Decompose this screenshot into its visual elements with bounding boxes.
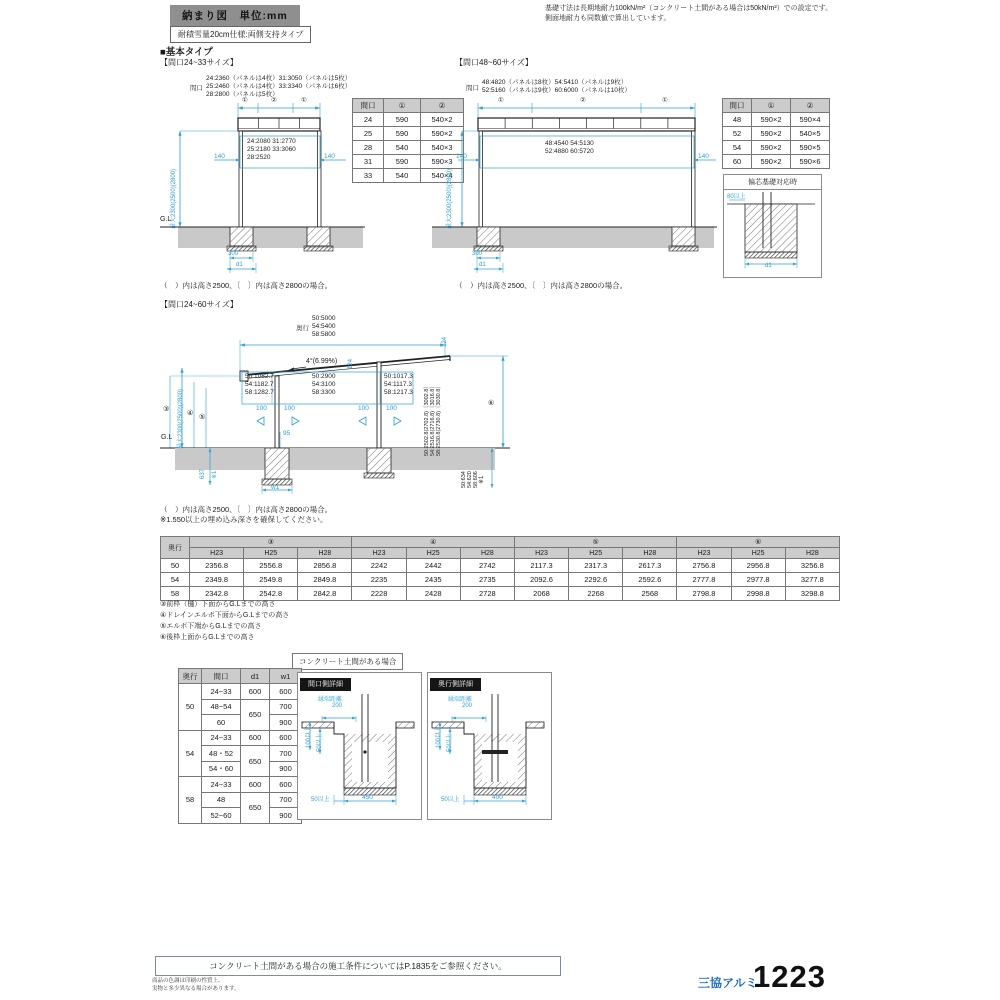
rear-dims: 50:1017.3 54:1117.3 58:1217.3 xyxy=(384,373,413,397)
dim-95: 95 xyxy=(283,430,291,437)
table-row: 54・60 900 xyxy=(179,761,302,777)
eccentric-title: 偏芯基礎対応時 xyxy=(724,175,821,190)
dim-100-min: 100以上 xyxy=(436,725,442,748)
dim-width: 400 xyxy=(492,794,503,801)
table-row: 50 2356.8 2556.8 2856.8 2242 2442 2742 2117.3 2317.3 2617.3 2756.8 2956.8 3256.8 xyxy=(161,559,840,573)
gl-label: G.L xyxy=(160,216,172,223)
page-number: 1223 xyxy=(753,959,826,994)
segment-label: ① xyxy=(242,97,248,104)
table-row: 25 590 590×2 xyxy=(353,127,464,141)
table-row: 31 590 590×3 xyxy=(353,155,464,169)
edge-distance-label: 縁端距離 xyxy=(448,697,473,703)
span-lines: 24:2360（パネルは4枚）31:3050（パネルは5枚） 25:2460（パネルは4枚）33:3340（パネルは6枚） 28:2800（パネルは5枚） xyxy=(206,75,352,99)
section-title-basic: ■基本タイプ xyxy=(160,47,213,58)
dim-300: 300 xyxy=(472,251,483,257)
dim-200: 200 xyxy=(332,703,343,709)
depth-lines: 50:5000 54:5400 58:5800 xyxy=(312,315,336,339)
drawing-b-span-dims xyxy=(466,79,631,95)
page-header-badge: 納まり図 単位:mm xyxy=(170,5,300,26)
bottom-note-box: コンクリート土間がある場合の施工条件についてはP.1835をご参照ください。 xyxy=(155,956,561,976)
dim-300: 300 xyxy=(228,251,239,257)
drawing-c-title: 【間口24~60サイズ】 xyxy=(160,300,238,309)
span-label: 間口 xyxy=(190,84,203,92)
drawing-a-title: 【間口24~33サイズ】 xyxy=(160,58,238,67)
gl-label: G.L xyxy=(161,434,173,441)
depth-label: 奥行 xyxy=(296,324,309,332)
dim-124-mid: 124 xyxy=(348,358,354,369)
eccentric-foundation-drawing xyxy=(723,190,820,274)
table-row: 33 540 540×4 xyxy=(353,169,464,183)
panel-table-b: 間口 ① ② 48 590×2 590×4 52 590×2 540×5 54 590×2 590×5 60 590×2 590×6 xyxy=(722,98,830,169)
segment-label: ② xyxy=(580,97,586,104)
table-row: 60 590×2 590×6 xyxy=(723,155,830,169)
height-dim-label: 最大2300(2500)(2800) xyxy=(178,388,184,449)
segment-label: ① xyxy=(301,97,307,104)
top-note xyxy=(545,4,832,24)
brand-logo: 三協アルミ xyxy=(698,976,758,990)
table-row: 28 540 540×3 xyxy=(353,141,464,155)
segment-label: ① xyxy=(662,97,668,104)
dim-124-rear: 124 xyxy=(442,336,448,347)
table-row: 24 590 540×2 xyxy=(353,113,464,127)
embed-depth-dims: 50:634 54:620 58:606 xyxy=(461,471,480,488)
rear-height-dims: 50:2502.8(2702.8)〔3002.8〕 54:2516.8(2716.8)〔3016.8〕 58:2530.8(2730.8)〔3030.8〕 xyxy=(424,383,443,456)
table-row: 54 24~33 600 600 xyxy=(179,730,302,746)
dim-100-min: 100以上 xyxy=(306,725,312,748)
table-row: 58 2342.8 2542.8 2842.8 2228 2428 2728 2068 2268 2568 2798.8 2998.8 3298.8 xyxy=(161,587,840,601)
marker-3: ③ xyxy=(163,406,170,413)
drawing-b-note: （ ）内は高さ2500、〔 〕内は高さ2800の場合。 xyxy=(455,281,628,290)
drawing-a-span-dims xyxy=(190,75,351,99)
drawing-b-title: 【間口48~60サイズ】 xyxy=(455,58,533,67)
detail-title: 間口側詳細 xyxy=(300,678,351,691)
table-row: 52~60 900 xyxy=(179,808,302,824)
table-row: 60 900 xyxy=(179,715,302,731)
dim-100: 100 xyxy=(256,405,267,412)
table-row: 48・52 650 700 xyxy=(179,746,302,762)
segment-label: ② xyxy=(271,97,277,104)
dim-d1: d1 xyxy=(479,262,486,268)
dim-637: 637 xyxy=(200,468,206,479)
slope-label: 4°(6.99%) xyxy=(306,358,338,365)
height-dim-label: 最大2300(2500)(2800) xyxy=(171,168,177,229)
edge-distance-label: 縁端距離 xyxy=(318,697,343,703)
table-row: 54 2349.8 2549.8 2849.8 2235 2435 2735 2092.6 2292.6 2592.6 2777.8 2977.8 3277.8 xyxy=(161,573,840,587)
span-label: 間口 xyxy=(466,84,479,92)
dim-80: 80以上 xyxy=(727,194,746,200)
dim-w1: w1 xyxy=(271,484,280,491)
marker-5: ⑤ xyxy=(199,414,206,421)
dim-100: 100 xyxy=(386,405,397,412)
dim-50-min-v: 50以上 xyxy=(447,733,453,752)
ref-mark: ※1 xyxy=(479,475,485,484)
dim-width: 450 xyxy=(362,794,373,801)
marker-6: ⑥ xyxy=(488,400,495,407)
mid-dims: 50:2900 54:3100 58:3300 xyxy=(312,373,336,397)
marker-4: ④ xyxy=(187,410,194,417)
ref-mark: ※1 xyxy=(212,470,218,479)
dim-100: 100 xyxy=(284,405,295,412)
dim-d1: d1 xyxy=(765,263,772,269)
height-dim-label: 最大2300(2500)(2800) xyxy=(447,168,453,229)
table-row: 50 24~33 600 600 xyxy=(179,684,302,700)
dim-50-min-b: 50以上 xyxy=(311,797,330,803)
table-row: 48~54 650 700 xyxy=(179,699,302,715)
table-footnotes: ③前枠（樋）下面からG.Lまでの高さ ④ドレインエルボ下面からG.Lまでの高さ ⑤エルボ下端からG.Lまでの高さ ⑥後枠上面からG.Lまでの高さ xyxy=(160,601,290,641)
dim-140-right: 140 xyxy=(698,153,709,160)
foundation-size-table: 奥行 間口 d1 w1 50 24~33 600 600 48~54 650 700 60 900 54 24~33 600 600 48・52 650 700 54・60 900 58 24~33 600 600 48 650 700 52~60 900 xyxy=(178,668,302,824)
dim-140-right: 140 xyxy=(324,153,335,160)
dim-50-min-b: 50以上 xyxy=(441,797,460,803)
drawing-a-inner-dims: 24:2080 31:2770 25:2180 33:3060 28:2520 xyxy=(247,138,296,162)
spec-badge: 耐積雪量20cm仕様:両側支持タイプ xyxy=(170,26,311,43)
dim-140-left: 140 xyxy=(214,153,225,160)
dim-100: 100 xyxy=(358,405,369,412)
dim-50-min-v: 50以上 xyxy=(317,733,323,752)
span-lines: 48:4820（パネルは8枚）54:5410（パネルは9枚） 52:5160（パネルは9枚）60:6000（パネルは10枚） xyxy=(482,79,631,95)
table-row: 54 590×2 590×5 xyxy=(723,141,830,155)
panel-table-a: 間口 ① ② 24 590 540×2 25 590 590×2 28 540 540×3 31 590 590×3 33 540 540×4 xyxy=(352,98,464,183)
detail-title: 奥行側詳細 xyxy=(430,678,481,691)
height-dimension-table: 奥行 ③ ④ ⑤ ⑥ H23 H25 H28 H23 H25 H28 H23 H25 H28 H23 H25 H28 50 2356.8 2556.8 2856.8 2242 2442 2742 2117.3 2317.3 2617.3 2756.8 2956.8 3256.8 54 2349.8 2549.8 2849.8 2235 2435 2735 2092.6 2292.6 2592.6 2777.8 2977.8 3277.8 58 2342.8 2542.8 2842.8 2228 2428 2728 2068 2268 2568 2798.8 2998.8 3298.8 xyxy=(160,536,840,601)
dim-d1: d1 xyxy=(236,262,243,268)
drawing-b-inner-dims: 48:4540 54:5130 52:4880 60:5720 xyxy=(545,140,594,156)
front-view-drawing-b xyxy=(432,100,732,290)
segment-label: ① xyxy=(498,97,504,104)
top-note-line2: 側面地耐力も同数値で算出しています。 xyxy=(545,14,671,22)
drawing-c-note1: （ ）内は高さ2500、〔 〕内は高さ2800の場合。 xyxy=(160,505,333,514)
dim-140-left: 140 xyxy=(456,153,467,160)
print-disclaimer: 商品の色調は印刷の性質上、 実物と多少異なる場合があります。 xyxy=(152,978,240,993)
drawing-c-note2: ※1.550以上の埋め込み深さを確保してください。 xyxy=(160,515,328,524)
drawing-a-note: （ ）内は高さ2500、〔 〕内は高さ2800の場合。 xyxy=(160,281,333,290)
dim-200: 200 xyxy=(462,703,473,709)
front-dims: 50:1082.7 54:1182.7 58:1282.7 xyxy=(245,373,274,397)
table-row: 58 24~33 600 600 xyxy=(179,777,302,793)
table-row: 48 590×2 590×4 xyxy=(723,113,830,127)
table-row: 48 650 700 xyxy=(179,792,302,808)
table-row: 52 590×2 540×5 xyxy=(723,127,830,141)
top-note-line1: 基礎寸法は長期地耐力100kN/m²（コンクリート土間がある場合は50kN/m²）での設定です。 xyxy=(545,5,833,12)
concrete-badge: コンクリート土間がある場合 xyxy=(292,653,403,670)
